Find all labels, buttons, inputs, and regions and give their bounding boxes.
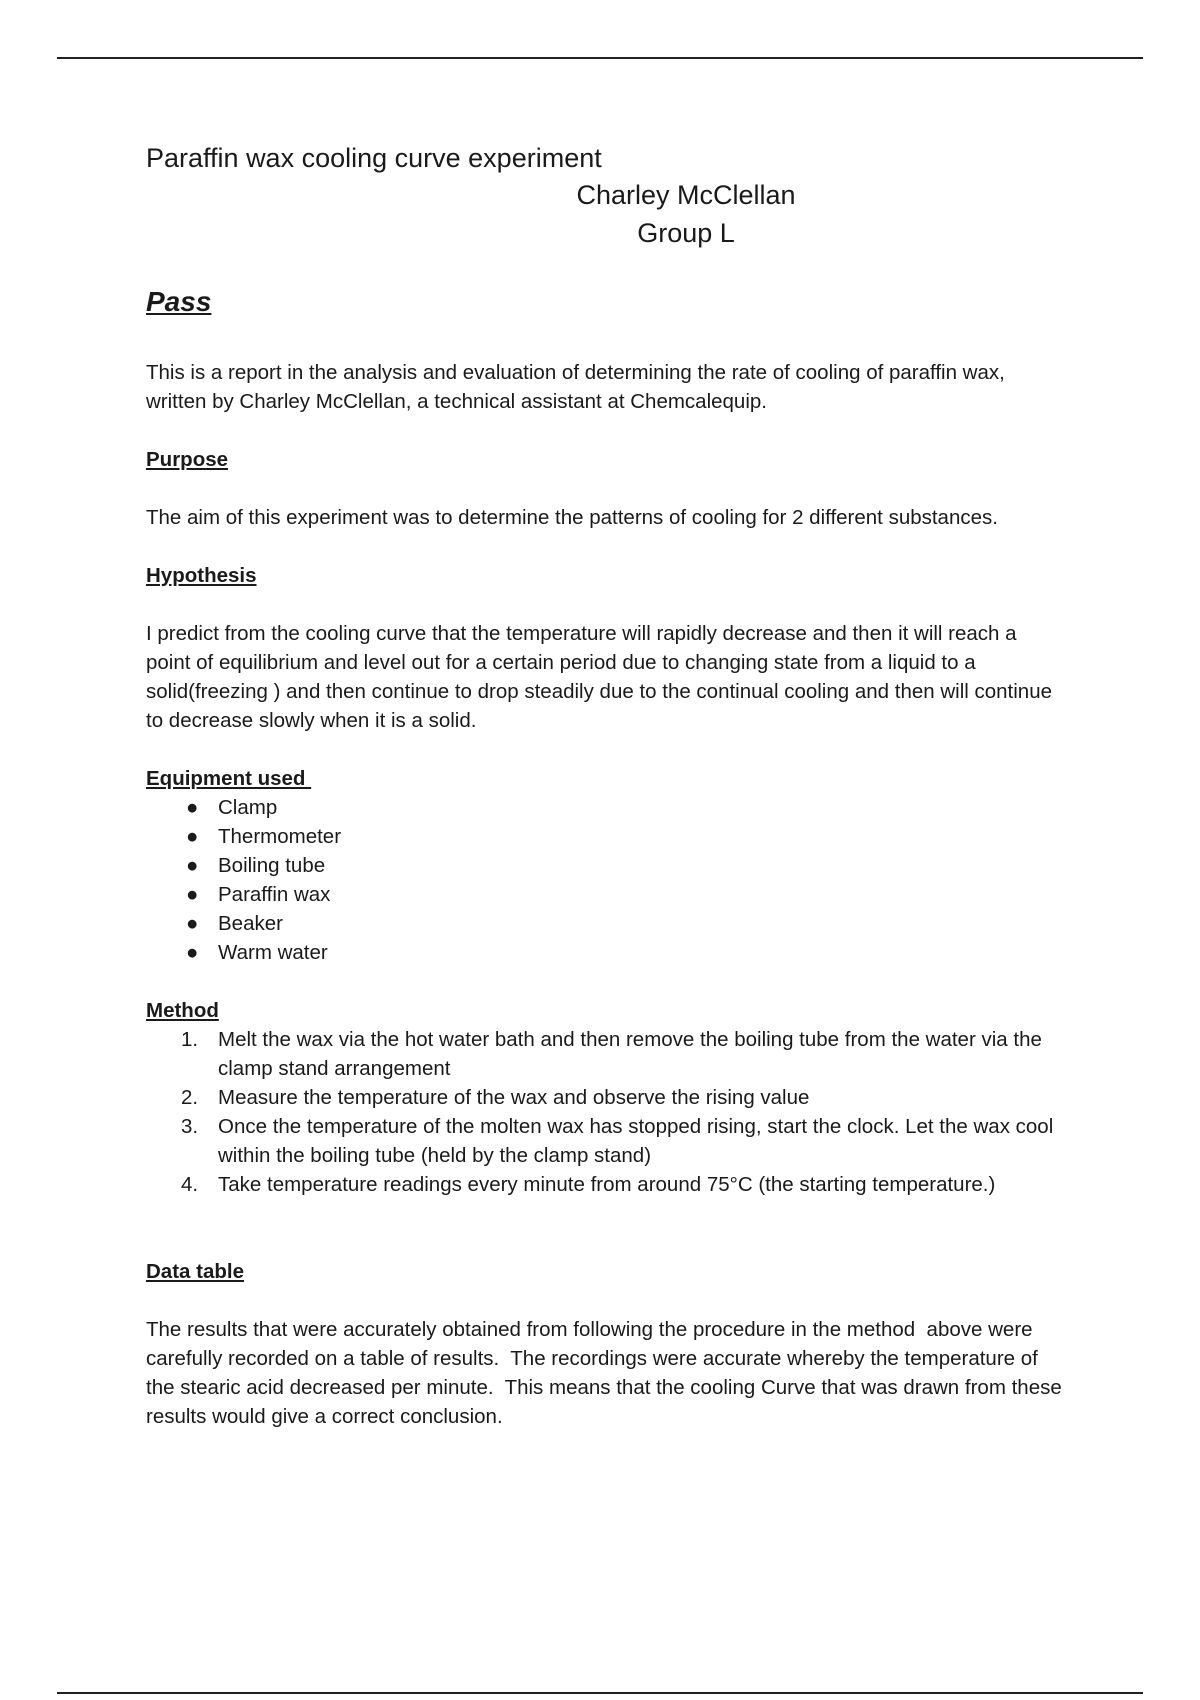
method-heading: Method bbox=[146, 999, 219, 1022]
method-list bbox=[146, 1025, 1066, 1199]
purpose-paragraph: The aim of this experiment was to determine the patterns of cooling for 2 different substances. bbox=[146, 506, 998, 529]
bullet-icon: ● bbox=[186, 854, 199, 877]
method-step: 2. Measure the temperature of the wax and observe the rising value bbox=[181, 1086, 810, 1109]
method-step: 3. Once the temperature of the molten wax has stopped rising, start the clock. Let the wax cool within the boiling tube (held by the clamp stand) bbox=[181, 1115, 1054, 1167]
hypothesis-paragraph: I predict from the cooling curve that the temperature will rapidly decrease and then it will reach a point of equilibrium and level out for a certain period due to changing state from a liquid to a solid(freezing ) and then continue to drop steadily due to the continual cooling and then will continue to decrease slowly when it is a solid. bbox=[146, 622, 1053, 732]
bullet-icon: ● bbox=[186, 912, 199, 935]
intro-paragraph: This is a report in the analysis and evaluation of determining the rate of cooling of paraffin wax, written by Charley McClellan, a technical assistant at Chemcalequip. bbox=[146, 361, 1005, 413]
bullet-icon: ● bbox=[186, 796, 199, 819]
author-name: Charley McClellan bbox=[576, 180, 796, 210]
data-table-heading: Data table bbox=[146, 1260, 244, 1283]
list-item: ● Boiling tube bbox=[146, 851, 1066, 880]
equipment-list bbox=[146, 793, 1066, 967]
list-item: ● Thermometer bbox=[146, 822, 1066, 851]
hypothesis-heading: Hypothesis bbox=[146, 564, 257, 587]
bullet-icon: ● bbox=[186, 825, 199, 848]
document-title: Paraffin wax cooling curve experiment bbox=[146, 143, 602, 173]
bullet-icon: ● bbox=[186, 883, 199, 906]
method-step: 1. Melt the wax via the hot water bath and then remove the boiling tube from the water via the clamp stand arrangement bbox=[181, 1028, 1042, 1080]
list-item: ● Clamp bbox=[146, 793, 1066, 822]
bullet-icon: ● bbox=[186, 941, 199, 964]
group-name: Group L bbox=[637, 218, 735, 248]
data-table-paragraph: The results that were accurately obtained from following the procedure in the method above were carefully recorded on a table of results. The recordings were accurate whereby the temperature of the stearic acid decreased per minute. This means that the cooling Curve that was drawn from these results would give a correct conclusion. bbox=[146, 1318, 1068, 1428]
purpose-heading: Purpose bbox=[146, 448, 229, 471]
list-item: ● Paraffin wax bbox=[146, 880, 1066, 909]
method-step: 4. Take temperature readings every minute from around 75°C (the starting temperature.) bbox=[181, 1173, 996, 1196]
grade-label: Pass bbox=[146, 286, 212, 317]
top-rule bbox=[57, 57, 1143, 59]
bottom-rule bbox=[57, 1692, 1143, 1694]
document-body bbox=[146, 140, 1066, 1431]
equipment-heading: Equipment used bbox=[146, 767, 312, 790]
list-item: ● Warm water bbox=[146, 938, 1066, 967]
list-item: ● Beaker bbox=[146, 909, 1066, 938]
